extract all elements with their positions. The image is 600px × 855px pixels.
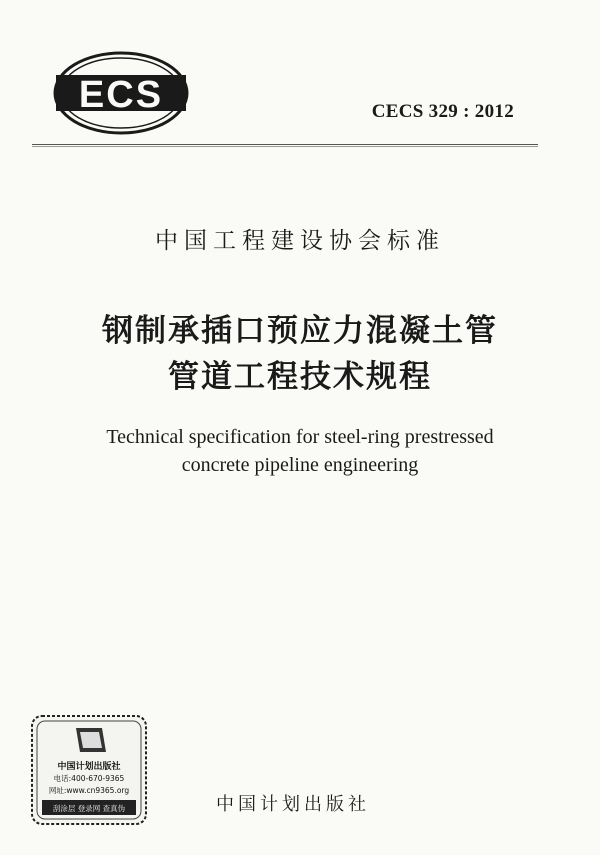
stamp-web: 网址:www.cn9365.org — [48, 786, 130, 795]
book-icon — [76, 728, 106, 752]
stamp-phone: 电话:400-670-9365 — [53, 774, 125, 783]
ecs-logo — [52, 50, 190, 136]
anti-counterfeit-stamp — [30, 714, 148, 826]
logo-text: ECS — [78, 74, 164, 116]
header-divider — [32, 144, 538, 147]
english-title-line-1: Technical specification for steel-ring prestressed — [106, 426, 494, 448]
chinese-title-line-2: 管道工程技术规程 — [168, 359, 432, 395]
chinese-title-line-1: 钢制承插口预应力混凝土管 — [102, 313, 498, 349]
english-title-line-2: concrete pipeline engineering — [181, 454, 419, 476]
stamp-bottom: 刮涂层 登录网 查真伪 — [52, 804, 126, 813]
publisher-name: 中国计划出版社 — [216, 794, 370, 815]
stamp-name: 中国计划出版社 — [57, 762, 121, 772]
chinese-title — [0, 308, 600, 400]
english-title — [0, 423, 600, 479]
standard-code: CECS 329 : 2012 — [371, 101, 514, 122]
association-label: 中国工程建设协会标准 — [155, 228, 445, 254]
